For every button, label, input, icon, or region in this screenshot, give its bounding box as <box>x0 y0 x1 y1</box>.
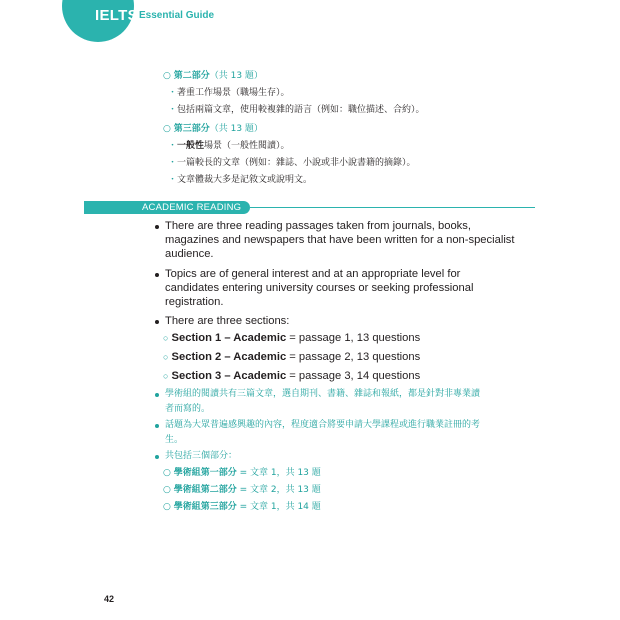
zh-bullet-2: 話題為大眾普遍感興趣的內容，程度適合將要申請大學課程或進行職業註冊的考 生。 <box>165 420 481 445</box>
en-bullet-2: Topics are of general interest and at an appropriate level for candidates entering university courses or seeking professional registration. <box>165 268 474 308</box>
dot-bullet-icon: ・ <box>168 141 178 151</box>
circle-bullet-icon: ○ <box>163 371 169 381</box>
circle-bullet-icon: ○ <box>163 333 169 343</box>
part2-heading: ○ 第二部分（共 13 題） <box>163 71 263 81</box>
circle-bullet-icon: ○ <box>163 352 169 362</box>
en-section-2: ○ Section 2 – Academic = passage 2, 13 questions <box>163 351 421 363</box>
en-section-3: ○ Section 3 – Academic = passage 3, 14 questions <box>163 370 421 382</box>
bullet-icon <box>155 455 159 459</box>
circle-bullet-icon: ○ <box>163 485 171 495</box>
zh-bullet-3: 共包括三個部分： <box>165 451 238 461</box>
logo-text: IELTS <box>95 7 138 24</box>
bullet-icon <box>155 393 159 397</box>
guide-title: Essential Guide <box>139 10 215 21</box>
page-number: 42 <box>104 594 115 604</box>
part3-item-3: ・文章體裁大多是記敘文或說明文。 <box>168 175 313 185</box>
circle-bullet-icon: ○ <box>163 468 171 478</box>
dot-bullet-icon: ・ <box>168 158 178 168</box>
bullet-icon <box>155 225 159 229</box>
zh-bullet-1: 學術組的閱讀共有三篇文章，選自期刊、書籍、雜誌和報紙，都是針對非專業讀 者而寫的。 <box>165 389 481 414</box>
dot-bullet-icon: ・ <box>168 88 178 98</box>
circle-bullet-icon: ○ <box>163 124 171 134</box>
zh-section-2: ○ 學術組第二部分 = 文章 2，共 13 題 <box>163 485 321 495</box>
bullet-icon <box>155 273 159 277</box>
zh-section-3: ○ 學術組第三部分 = 文章 1，共 14 題 <box>163 502 321 512</box>
zh-section-1: ○ 學術組第一部分 = 文章 1，共 13 題 <box>163 468 321 478</box>
circle-bullet-icon: ○ <box>163 502 171 512</box>
circle-bullet-icon: ○ <box>163 71 171 81</box>
section-divider <box>250 207 535 208</box>
bullet-icon <box>155 424 159 428</box>
dot-bullet-icon: ・ <box>168 175 178 185</box>
part2-item-2: ・包括兩篇文章，使用較複雜的語言（例如：職位描述、合約）。 <box>168 105 425 115</box>
part3-item-1: ・一般性場景（一般性閱讀）。 <box>168 141 290 151</box>
part3-item-2: ・一篇較長的文章（例如：雜誌、小說或非小說書籍的摘錄）。 <box>168 158 416 168</box>
part2-item-1: ・著重工作場景（職場生存）。 <box>168 88 290 98</box>
dot-bullet-icon: ・ <box>168 105 178 115</box>
bullet-icon <box>155 320 159 324</box>
section-title: ACADEMIC READING <box>142 202 242 213</box>
en-bullet-1: There are three reading passages taken from journals, books, magazines and newspapers that have been written for a non-specialist audience. <box>165 220 515 260</box>
en-section-1: ○ Section 1 – Academic = passage 1, 13 questions <box>163 332 421 344</box>
en-bullet-3: There are three sections: <box>165 315 290 327</box>
part3-heading: ○ 第三部分（共 13 題） <box>163 124 263 134</box>
